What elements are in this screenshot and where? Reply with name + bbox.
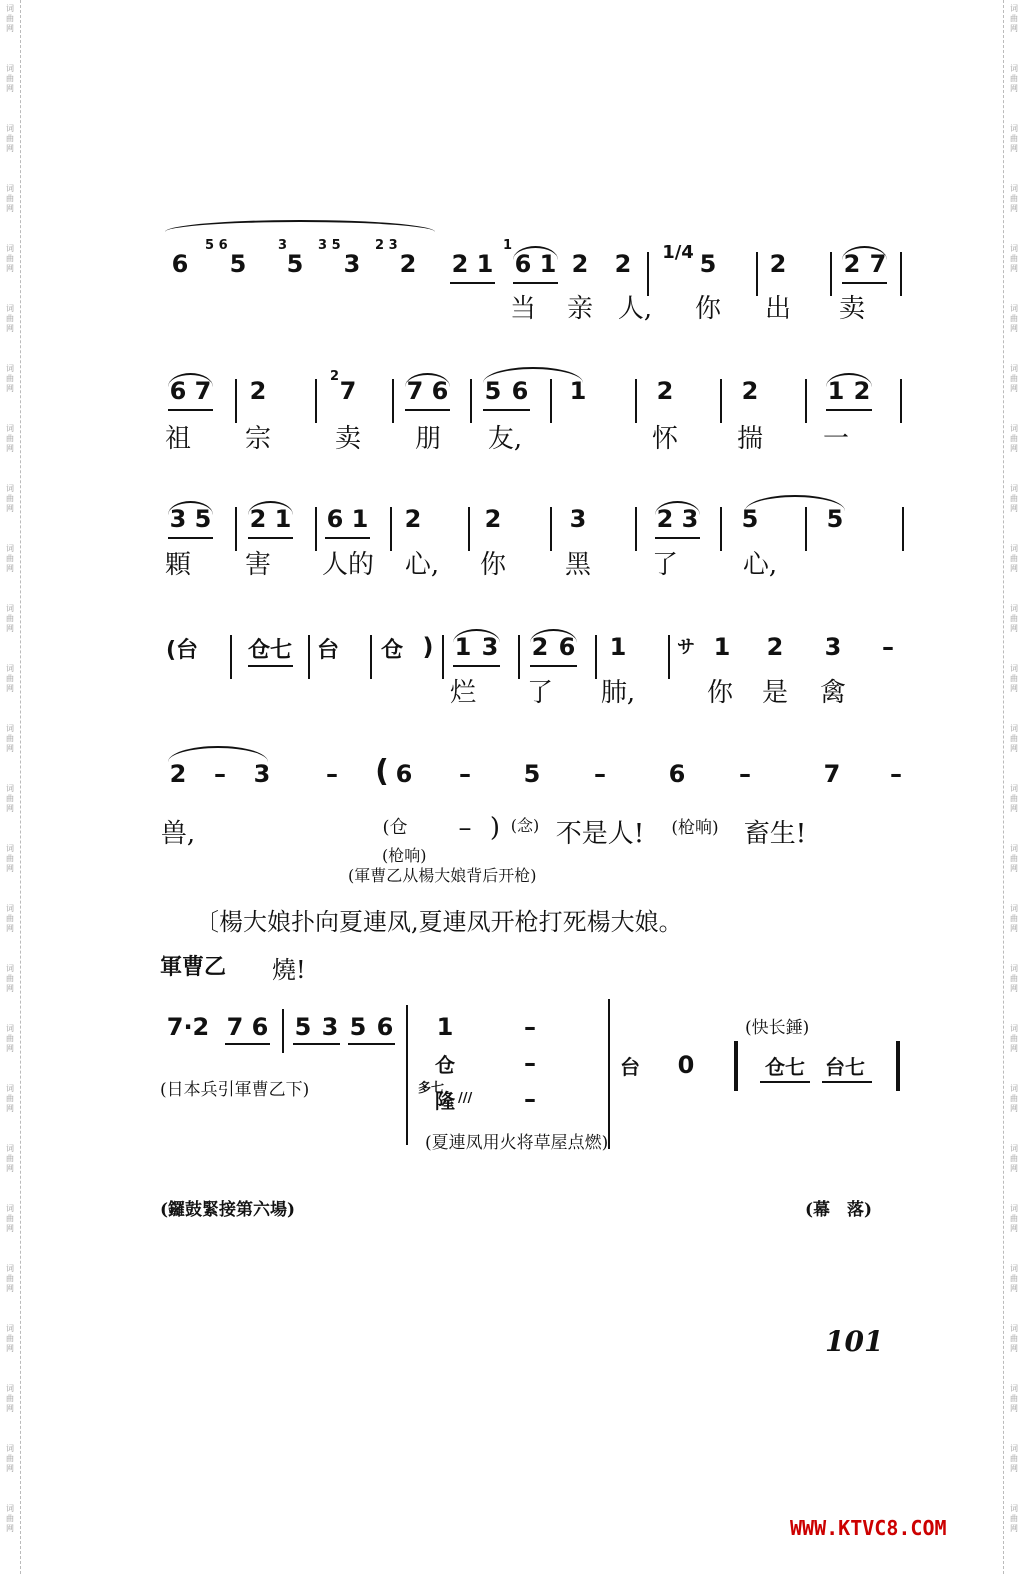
note: 2 xyxy=(741,377,759,405)
beam xyxy=(822,1081,872,1083)
margin-watermark: 词 曲 网 xyxy=(1010,964,1018,993)
margin-watermark: 词 曲 网 xyxy=(1010,1264,1018,1293)
percussion-syllable: 隆 xyxy=(435,1089,455,1113)
barline xyxy=(756,252,758,296)
note: 2 xyxy=(451,250,469,278)
note: 7·2 xyxy=(166,1013,210,1041)
note: 7 xyxy=(339,377,357,405)
note: 2 xyxy=(656,377,674,405)
lyric: 友, xyxy=(487,424,523,454)
stage-note: (日本兵引軍曹乙下) xyxy=(160,1080,310,1100)
margin-watermark: 词 曲 网 xyxy=(6,1324,14,1353)
note: 1 xyxy=(351,505,369,533)
grace-note: 1 xyxy=(503,238,513,253)
beam xyxy=(168,409,213,411)
dash: – xyxy=(524,1085,536,1113)
note: 5 xyxy=(741,505,759,533)
lyric: 肺, xyxy=(600,678,636,708)
margin-watermark: 词 曲 网 xyxy=(6,1504,14,1533)
beam xyxy=(348,1043,395,1045)
beam xyxy=(483,409,530,411)
time-signature: 1/4 xyxy=(662,242,694,263)
lyric: 亲 xyxy=(566,294,594,324)
bracket-close: ) xyxy=(422,633,434,661)
lyric: 了 xyxy=(651,550,679,580)
barline xyxy=(442,635,444,679)
lyric: 畜生! xyxy=(743,819,807,849)
margin-watermark: 词 曲 网 xyxy=(6,304,14,333)
note: 2 xyxy=(769,250,787,278)
barline xyxy=(468,507,470,551)
margin-watermark: 词 曲 网 xyxy=(1010,1324,1018,1353)
percussion-syllable: 台 xyxy=(620,1055,640,1079)
note: 7 xyxy=(194,377,212,405)
tempo-label: (快长錘) xyxy=(745,1018,810,1038)
slur xyxy=(530,629,577,643)
barline xyxy=(805,379,807,423)
margin-watermark: 词 曲 网 xyxy=(6,1204,14,1233)
slur xyxy=(168,501,213,515)
slur xyxy=(168,373,213,387)
note: 6 xyxy=(251,1013,269,1041)
lyric: ) xyxy=(489,813,501,843)
margin-watermark: 词 曲 网 xyxy=(6,964,14,993)
lyric: (念) xyxy=(510,816,540,835)
tie xyxy=(745,495,845,511)
note: 6 xyxy=(511,377,529,405)
note: 2 xyxy=(484,505,502,533)
dash: – xyxy=(594,760,606,788)
beam xyxy=(530,665,577,667)
margin-watermark: 词 曲 网 xyxy=(6,664,14,693)
note: 6 xyxy=(558,633,576,661)
stage-direction: 〔楊大娘扑向夏連凤,夏連凤开枪打死楊大娘。 xyxy=(195,908,683,936)
barline xyxy=(805,507,807,551)
note: 2 xyxy=(531,633,549,661)
note: 5 xyxy=(229,250,247,278)
barline xyxy=(550,379,552,423)
margin-watermark: 词 曲 网 xyxy=(6,64,14,93)
note: 2 xyxy=(169,760,187,788)
note: 2 xyxy=(853,377,871,405)
barline xyxy=(720,379,722,423)
beam xyxy=(842,282,887,284)
note: 2 xyxy=(249,505,267,533)
margin-watermark: 词 曲 网 xyxy=(6,1264,14,1293)
margin-watermark: 词 曲 网 xyxy=(1010,484,1018,513)
note: 5 xyxy=(349,1013,367,1041)
margin-watermark: 词 曲 网 xyxy=(1010,1024,1018,1053)
margin-watermark: 词 曲 网 xyxy=(6,1144,14,1173)
dash: – xyxy=(459,760,471,788)
note: 1 xyxy=(609,633,627,661)
note: 2 xyxy=(404,505,422,533)
note: 6 xyxy=(326,505,344,533)
stage-note: (枪响) xyxy=(382,846,427,865)
beam xyxy=(225,1043,270,1045)
fermata-note: 6 xyxy=(395,760,413,788)
margin-watermark: 词 曲 网 xyxy=(6,844,14,873)
margin-watermark: 词 曲 网 xyxy=(6,244,14,273)
lyric: 卖 xyxy=(838,294,866,324)
bracket-open: ( xyxy=(375,754,389,789)
fermata-note: 7 xyxy=(823,760,841,788)
grace-note: 多七 xyxy=(418,1081,445,1096)
percussion-syllable: 仓七 xyxy=(765,1055,805,1079)
page-number: 101 xyxy=(825,1325,884,1358)
margin-watermark: 词 曲 网 xyxy=(6,1384,14,1413)
margin-watermark: 词 曲 网 xyxy=(6,724,14,753)
note: 3 xyxy=(824,633,842,661)
barline xyxy=(720,507,722,551)
lyric: 禽 xyxy=(819,678,847,708)
barline xyxy=(595,635,597,679)
grace-note: 3 5 xyxy=(318,238,341,253)
barline xyxy=(902,507,904,551)
note: 5 xyxy=(699,250,717,278)
beam xyxy=(168,537,213,539)
dash: – xyxy=(882,633,894,661)
margin-watermark: 词 曲 网 xyxy=(6,184,14,213)
grace-note: 2 3 xyxy=(375,238,398,253)
beam xyxy=(513,282,558,284)
dash: – xyxy=(326,760,338,788)
slur xyxy=(405,373,450,387)
percussion-syllable: 仓七 xyxy=(247,638,293,663)
note: 0 xyxy=(677,1051,695,1079)
note: 1 xyxy=(274,505,292,533)
lyric: 心, xyxy=(404,550,440,580)
lyric: 一 xyxy=(822,424,850,454)
margin-watermark: 词 曲 网 xyxy=(6,904,14,933)
margin-watermark: 词 曲 网 xyxy=(1010,904,1018,933)
beam xyxy=(248,537,293,539)
beam xyxy=(450,282,495,284)
barline xyxy=(315,379,317,423)
grace-note: 3 xyxy=(278,238,288,253)
margin-watermark: 词 曲 网 xyxy=(1010,364,1018,393)
slur xyxy=(842,246,887,260)
stage-note: (夏連凤用火将草屋点燃) xyxy=(425,1133,609,1153)
margin-watermark: 词 曲 网 xyxy=(1010,124,1018,153)
lyric: 你 xyxy=(706,678,734,708)
margin-watermark: 词 曲 网 xyxy=(6,1084,14,1113)
note: 2 xyxy=(399,250,417,278)
slur xyxy=(513,246,558,260)
lyric: 卖 xyxy=(334,424,362,454)
lyric: 当 xyxy=(509,294,537,324)
dash: – xyxy=(739,760,751,788)
phrase-slur xyxy=(165,220,435,232)
repeat-end xyxy=(896,1041,900,1091)
barline xyxy=(308,635,310,679)
note: 5 xyxy=(286,250,304,278)
barline xyxy=(608,999,610,1149)
lyric: 人, xyxy=(617,294,653,324)
margin-watermark: 词 曲 网 xyxy=(1010,1504,1018,1533)
margin-watermark: 词 曲 网 xyxy=(1010,844,1018,873)
barline xyxy=(315,507,317,551)
note: 7 xyxy=(226,1013,244,1041)
margin-watermark: 词 曲 网 xyxy=(1010,544,1018,573)
lyric: 是 xyxy=(761,678,789,708)
repeat-start xyxy=(734,1041,738,1091)
slur xyxy=(826,373,872,387)
margin-watermark: 词 曲 网 xyxy=(1010,664,1018,693)
lyric: (枪响) xyxy=(671,818,719,838)
margin-watermark: 词 曲 网 xyxy=(6,424,14,453)
barline xyxy=(518,635,520,679)
note: 1 xyxy=(539,250,557,278)
note: 2 xyxy=(614,250,632,278)
lyric: 人的 xyxy=(321,550,375,580)
lyric: 祖 xyxy=(164,424,192,454)
beam xyxy=(453,665,500,667)
margin-watermark: 词 曲 网 xyxy=(1010,784,1018,813)
margin-watermark: 词 曲 网 xyxy=(1010,1144,1018,1173)
note: 5 xyxy=(194,505,212,533)
dash: – xyxy=(524,1049,536,1077)
barline xyxy=(235,379,237,423)
tremolo-mark: /// xyxy=(458,1091,473,1106)
note: 1 xyxy=(713,633,731,661)
note: 1 xyxy=(454,633,472,661)
speech-text: 燒! xyxy=(272,956,306,984)
percussion-syllable: 仓 xyxy=(435,1053,455,1077)
note: 2 xyxy=(843,250,861,278)
barline xyxy=(550,507,552,551)
lyric: 朋 xyxy=(414,424,442,454)
margin-watermark: 词 曲 网 xyxy=(1010,604,1018,633)
percussion-syllable: 台 xyxy=(316,638,340,663)
note: 3 xyxy=(253,760,271,788)
note: 3 xyxy=(681,505,699,533)
lyric: 心, xyxy=(742,550,778,580)
stage-note: (軍曹乙从楊大娘背后开枪) xyxy=(348,866,537,885)
note: 6 xyxy=(169,377,187,405)
lyric: 兽, xyxy=(160,819,196,849)
margin-watermark: 词 曲 网 xyxy=(1010,64,1018,93)
note: 3 xyxy=(343,250,361,278)
lyric: – xyxy=(458,813,472,843)
lyric: 黑 xyxy=(564,550,592,580)
percussion-syllable: 仓 xyxy=(380,638,404,663)
note: 3 xyxy=(321,1013,339,1041)
slur xyxy=(453,629,500,643)
lyric: (仓 xyxy=(382,817,408,838)
margin-watermark: 词 曲 网 xyxy=(1010,4,1018,33)
lyric: 害 xyxy=(244,550,272,580)
margin-watermark: 词 曲 网 xyxy=(6,124,14,153)
barline xyxy=(830,252,832,296)
note: 2 xyxy=(656,505,674,533)
note: 1 xyxy=(476,250,494,278)
note: 5 xyxy=(826,505,844,533)
note: 1 xyxy=(827,377,845,405)
barline xyxy=(900,252,902,296)
note: 7 xyxy=(406,377,424,405)
dash: – xyxy=(890,760,902,788)
lyric: 出 xyxy=(764,294,792,324)
note: 2 xyxy=(249,377,267,405)
slur xyxy=(483,367,583,383)
lyric: 你 xyxy=(479,550,507,580)
note: 7 xyxy=(869,250,887,278)
grace-note: 5 6 xyxy=(205,238,228,253)
lyric: 了 xyxy=(526,678,554,708)
barline xyxy=(370,635,372,679)
barline xyxy=(470,379,472,423)
percussion-syllable: 台七 xyxy=(825,1055,865,1079)
barline xyxy=(392,379,394,423)
footer-left: (鑼鼓緊接第六場) xyxy=(160,1200,296,1220)
margin-watermark: 词 曲 网 xyxy=(6,784,14,813)
fermata-note: 1 xyxy=(436,1013,454,1041)
barline xyxy=(282,1009,284,1053)
margin-watermark: 词 曲 网 xyxy=(6,364,14,393)
margin-watermark: 词 曲 网 xyxy=(6,1024,14,1053)
barline xyxy=(230,635,232,679)
footer-right: (幕 落) xyxy=(805,1200,873,1220)
margin-watermark: 词 曲 网 xyxy=(1010,1204,1018,1233)
percussion-syllable: (台 xyxy=(165,638,199,663)
beam xyxy=(248,665,293,667)
lyric: 怀 xyxy=(651,424,679,454)
margin-watermark: 词 曲 网 xyxy=(1010,1384,1018,1413)
lyric: 你 xyxy=(694,294,722,324)
margin-watermark: 词 曲 网 xyxy=(1010,304,1018,333)
lyric: 顆 xyxy=(164,550,192,580)
margin-watermark: 词 曲 网 xyxy=(1010,1444,1018,1473)
note: 3 xyxy=(481,633,499,661)
margin-watermark: 词 曲 网 xyxy=(1010,184,1018,213)
barline xyxy=(235,507,237,551)
beam xyxy=(405,409,450,411)
lyric: 不是人! xyxy=(555,819,645,849)
margin-watermark: 词 曲 网 xyxy=(6,1444,14,1473)
note: 2 xyxy=(766,633,784,661)
lyric: 烂 xyxy=(449,678,477,708)
barline xyxy=(406,1005,408,1145)
margin-watermark: 词 曲 网 xyxy=(6,604,14,633)
margin-watermark: 词 曲 网 xyxy=(6,484,14,513)
barline xyxy=(390,507,392,551)
note: 6 xyxy=(171,250,189,278)
barline xyxy=(635,507,637,551)
slur xyxy=(248,501,293,515)
note: 1 xyxy=(569,377,587,405)
fermata-note: 5 xyxy=(523,760,541,788)
dash: – xyxy=(524,1013,536,1041)
beam xyxy=(325,537,370,539)
note: 5 xyxy=(294,1013,312,1041)
note: 6 xyxy=(376,1013,394,1041)
beam xyxy=(760,1081,810,1083)
note: 6 xyxy=(431,377,449,405)
beam xyxy=(293,1043,340,1045)
margin-watermark: 词 曲 网 xyxy=(6,4,14,33)
note: 6 xyxy=(514,250,532,278)
grace-note: 2 xyxy=(330,369,340,384)
slur xyxy=(655,501,700,515)
beam xyxy=(655,537,700,539)
speaker-name: 軍曹乙 xyxy=(160,954,227,980)
lyric: 揣 xyxy=(736,424,764,454)
margin-watermark: 词 曲 网 xyxy=(1010,1084,1018,1113)
site-watermark: WWW.KTVC8.COM xyxy=(790,1516,947,1540)
note: 2 xyxy=(571,250,589,278)
note: 5 xyxy=(484,377,502,405)
note: 3 xyxy=(169,505,187,533)
margin-watermark: 词 曲 网 xyxy=(1010,244,1018,273)
dash: – xyxy=(214,760,226,788)
margin-watermark: 词 曲 网 xyxy=(6,544,14,573)
margin-watermark: 词 曲 网 xyxy=(1010,724,1018,753)
free-meter-mark: サ xyxy=(677,637,695,658)
lyric: 宗 xyxy=(244,424,272,454)
fermata-note: 6 xyxy=(668,760,686,788)
note: 3 xyxy=(569,505,587,533)
barline xyxy=(635,379,637,423)
barline xyxy=(900,379,902,423)
barline xyxy=(668,635,670,679)
beam xyxy=(826,409,872,411)
margin-watermark: 词 曲 网 xyxy=(1010,424,1018,453)
